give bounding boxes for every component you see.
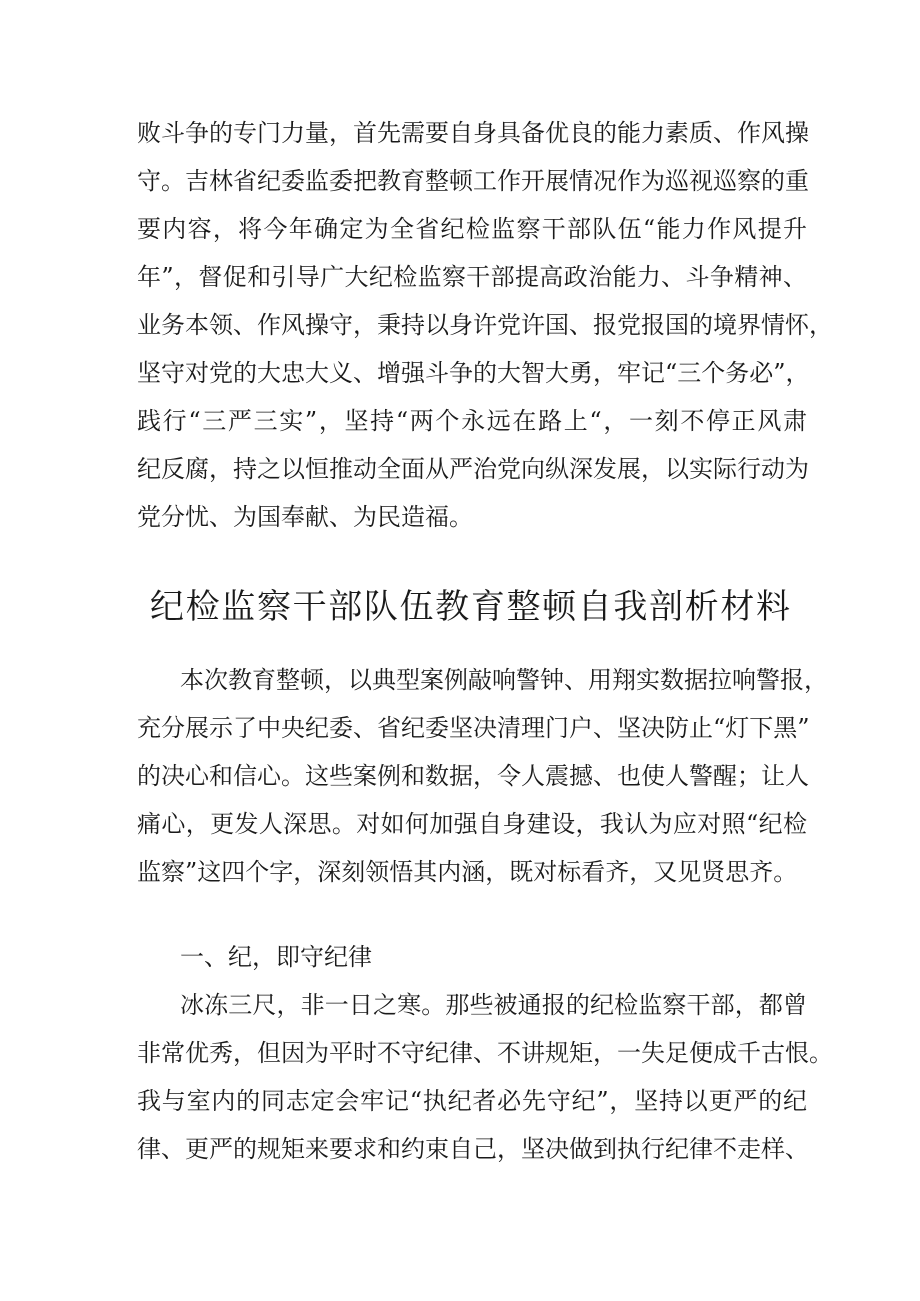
paragraph-line: 本次教育整顿，以典型案例敲响警钟、用翔实数据拉响警报， bbox=[180, 666, 828, 694]
paragraph-line: 冰冻三尺，非一日之寒。那些被通报的纪检监察干部，都曾 bbox=[180, 991, 807, 1019]
paragraph-line: 业务本领、作风操守，秉持以身许党许国、报党报国的境界情怀， bbox=[137, 311, 833, 339]
paragraph-line: 的决心和信心。这些案例和数据，令人震撼、也使人警醒；让人 bbox=[137, 762, 809, 790]
document-title: 纪检监察干部队伍教育整顿自我剖析材料 bbox=[150, 587, 790, 627]
paragraph-line: 非常优秀，但因为平时不守纪律、不讲规矩，一失足便成千古恨。 bbox=[137, 1039, 833, 1067]
paragraph-line: 律、更严的规矩来要求和约束自己，坚决做到执行纪律不走样、 bbox=[137, 1135, 809, 1163]
paragraph-line: 党分忧、为国奉献、为民造福。 bbox=[137, 503, 473, 531]
paragraph-line: 监察”这四个字，深刻领悟其内涵，既对标看齐，又见贤思齐。 bbox=[137, 858, 798, 886]
paragraph-line: 要内容，将今年确定为全省纪检监察干部队伍“能力作风提升 bbox=[137, 215, 807, 243]
paragraph-line: 纪反腐，持之以恒推动全面从严治党向纵深发展，以实际行动为 bbox=[137, 455, 809, 483]
paragraph-line: 守。吉林省纪委监委把教育整顿工作开展情况作为巡视巡察的重 bbox=[137, 167, 809, 195]
paragraph-line: 我与室内的同志定会牢记“执纪者必先守纪”，坚持以更严的纪 bbox=[137, 1087, 807, 1115]
paragraph-line: 充分展示了中央纪委、省纪委坚决清理门户、坚决防止“灯下黑” bbox=[137, 714, 810, 742]
paragraph-line: 坚守对党的大忠大义、增强斗争的大智大勇，牢记“三个务必”， bbox=[137, 359, 810, 387]
paragraph-line: 败斗争的专门力量，首先需要自身具备优良的能力素质、作风操 bbox=[137, 119, 809, 147]
paragraph-line: 年”，督促和引导广大纪检监察干部提高政治能力、斗争精神、 bbox=[137, 263, 807, 291]
section-heading: 一、纪，即守纪律 bbox=[180, 943, 372, 971]
paragraph-line: 践行“三严三实”，坚持“两个永远在路上“，一刻不停正风肃 bbox=[137, 407, 807, 435]
paragraph-line: 痛心，更发人深思。对如何加强自身建设，我认为应对照“纪检 bbox=[137, 810, 807, 838]
